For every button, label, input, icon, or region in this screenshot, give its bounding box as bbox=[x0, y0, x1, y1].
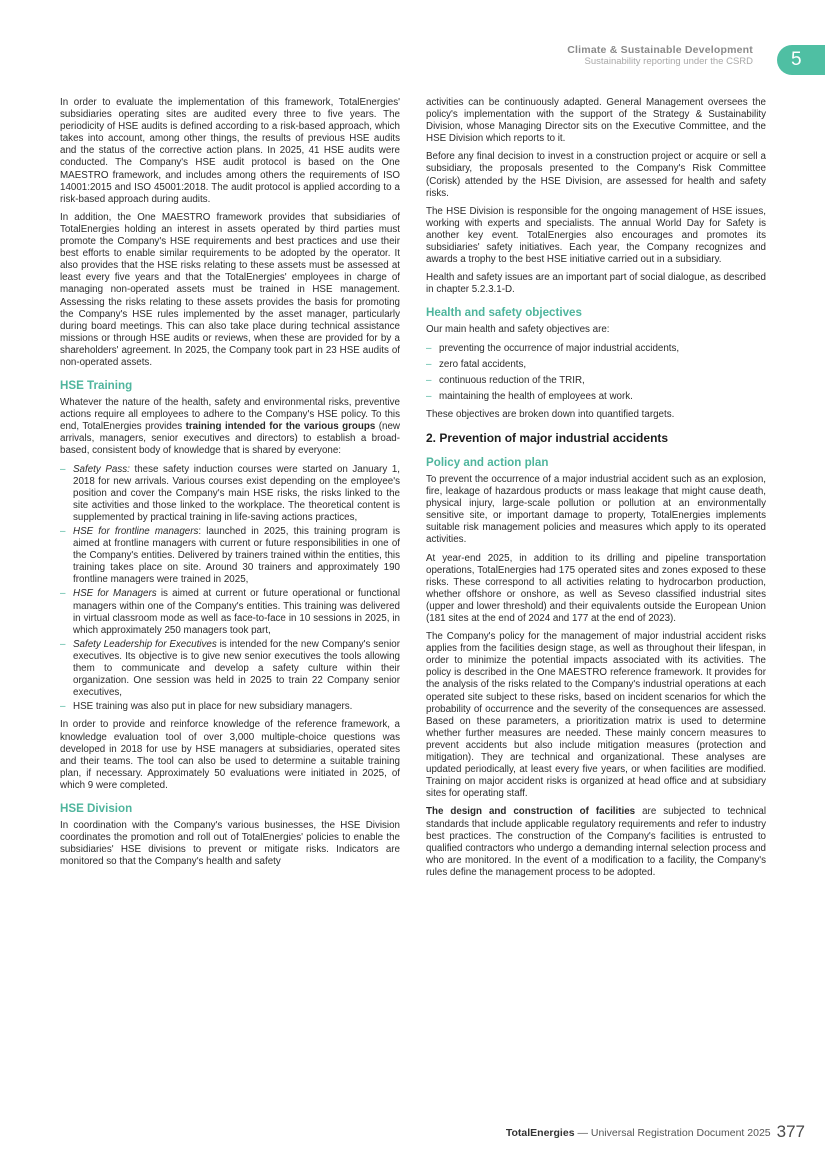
list-item: – zero fatal accidents, bbox=[426, 359, 766, 371]
objectives-list bbox=[426, 343, 766, 403]
footer-document: — Universal Registration Document 2025 bbox=[574, 1127, 771, 1139]
list-item: – preventing the occurrence of major industrial accidents, bbox=[426, 343, 766, 355]
paragraph: The HSE Division is responsible for the ongoing management of HSE issues, working with experts and specialists. The annual World Day for Safety is another key event. TotalEnergies also encourages and promotes its subsidiaries' safety initiatives. Each year, the Company recognizes and awards a trophy to the best HSE initiative carried out in a subsidiary. bbox=[426, 205, 766, 266]
header-subtitle: Sustainability reporting under the CSRD bbox=[584, 56, 753, 67]
left-column bbox=[60, 97, 400, 874]
list-item: – HSE for frontline managers: launched in 2025, this training program is aimed at frontline managers with current or future responsibilities in one of the Company's entities. Delivered by trainers trained within the entities, this training takes place on site. Around 30 trainers and approximately 190 frontline managers were trained in 2025, bbox=[60, 526, 400, 586]
training-list bbox=[60, 464, 400, 714]
paragraph: In order to provide and reinforce knowledge of the reference framework, a knowledge evaluation tool of over 3,000 multiple-choice questions was developed in 2018 for use by HSE managers at subsidiaries, operated sites and their teams. The tool can also be used to determine a suitable training plan, if necessary. Approximately 50 evaluations were initiated in 2025, of which 9 were completed. bbox=[60, 719, 400, 791]
hse-division-heading: HSE Division bbox=[60, 801, 133, 815]
bold-text: training intended for the various groups bbox=[185, 421, 376, 433]
paragraph: In coordination with the Company's various businesses, the HSE Division coordinates the promotion and roll out of TotalEnergies' policies to enable the subsidiaries' HSE divisions to prevent or mitigate risks. Indicators are monitored so that the Company's health and safety bbox=[60, 819, 400, 868]
running-header bbox=[567, 44, 753, 68]
page-number: 377 bbox=[776, 1122, 805, 1141]
paragraph: To prevent the occurrence of a major industrial accident such as an explosion, fire, leakage of hazardous products or mass leakage that might cause death, physical injury, large-scale pollution or pollution at an environmentally sensitive site, or important damage to property, TotalEnergies implements suitable risk management policies and measures which apply to its operated activities. bbox=[426, 473, 766, 546]
paragraph: The design and construction of facilities are subjected to technical standards that include applicable regulatory requirements and refer to industry best practices. The construction of the Company's facilities is entrusted to qualified contractors who undergo a demanding internal selection process and who are monitored. In the event of a modification to a facility, the Company's rules define the management process to be adopted. bbox=[426, 806, 767, 878]
paragraph: In order to evaluate the implementation of this framework, TotalEnergies' subsidiaries operating sites are audited every three to five years. The periodicity of HSE audits is defined according to a risk-based approach, which takes into account, among other things, the results of previous HSE audits and the status of the corrective action plans. In 2025, 41 HSE audits were conducted. The Company's HSE audit protocol is based on the One MAESTRO framework, and includes among others the requirements of ISO 14001:2015 and ISO 45001:2018. The audit protocol is applied according to a risk-based approach during audits. bbox=[60, 97, 400, 205]
footer-brand: TotalEnergies bbox=[505, 1127, 575, 1139]
list-item: – HSE for Managers is aimed at current or future operational or functional managers within one of the Company's entities. This training was delivered in virtual classroom mode as well as face-to-face in 10 sessions in 2025, in which approximately 250 managers took part, bbox=[60, 588, 400, 636]
policy-heading: Policy and action plan bbox=[426, 455, 549, 469]
list-item: – continuous reduction of the TRIR, bbox=[426, 375, 766, 387]
chapter-number-tab: 5 bbox=[777, 45, 825, 75]
section-heading: 2. Prevention of major industrial accidents bbox=[426, 430, 669, 445]
header-title: Climate & Sustainable Development bbox=[567, 44, 753, 56]
objectives-heading: Health and safety objectives bbox=[426, 306, 582, 320]
hse-training-heading: HSE Training bbox=[60, 379, 133, 393]
list-item: – Safety Leadership for Executives is intended for the new Company's senior executives. Its objective is to give new senior executives the tools allowing them to communicate and develop a safety culture within their organization. One session was held in 2025 to train 22 Company senior executives, bbox=[60, 639, 400, 699]
page-footer bbox=[405, 1121, 805, 1141]
list-item: – HSE training was also put in place for new subsidiary managers. bbox=[60, 701, 400, 713]
paragraph: In addition, the One MAESTRO framework provides that subsidiaries of TotalEnergies holding an interest in assets operated by third parties must promote the Company's HSE requirements and best practices and use their best efforts to enable similar requirements to be adopted by the operator. It also provides that the HSE risks relating to these assets must be assessed at least every five years and that the TotalEnergies' employees in charge of managing non-operated assets must be trained in HSE management. Assessing the risks relating to these assets provides the basis for promoting the Company's HSE rules implemented by the asset manager, particularly during board meetings. This can also take place during technical assistance missions or through HSE audits or reviews, when these are provided for by a shareholders' agreement. In 2025, the Company took part in 23 HSE audits of non-operated assets. bbox=[60, 211, 400, 368]
list-item: – Safety Pass: these safety induction courses were started on January 1, 2018 for new arrivals. Various courses exist depending on the employee's position and cover the Company's main HSE risks, the risks linked to the site activities and those linked to the workplace. The theoretical content is supplemented by practical training in life-saving actions practices, bbox=[60, 464, 400, 524]
paragraph: Whatever the nature of the health, safety and environmental risks, preventive actions require all employees to adhere to the Company's HSE policy. To this end, TotalEnergies provides training intended for the various groups (new arrivals, managers, senior executives and directors) to establish a broad-based, consistent body of knowledge that is shared by everyone: bbox=[60, 397, 400, 457]
paragraph: activities can be continuously adapted. General Management oversees the policy's implementation with the support of the Strategy & Sustainability Division, whose Managing Director sits on the Executive Committee, and the HSE Division which reports to it. bbox=[426, 97, 766, 145]
paragraph: Our main health and safety objectives are: bbox=[426, 324, 610, 336]
right-column bbox=[426, 97, 766, 885]
paragraph: Before any final decision to invest in a construction project or acquire or sell a subsidiary, the proposals presented to the Company's Risk Committee (Corisk) attended by the HSE Division, are assessed for health and safety risks. bbox=[426, 151, 766, 199]
list-item: – maintaining the health of employees at work. bbox=[426, 391, 766, 403]
paragraph: The Company's policy for the management of major industrial accident risks applies from the facilities design stage, as well as throughout their lifespan, in order to minimize the potential impacts associated with its activities. The policy is described in the One MAESTRO reference framework. It provides for the analysis of the risks related to the Company's industrial operations at each operated site subject to these risks, based on incident scenarios for which the probability of occurrence and the severity of the consequences are assessed. Based on these parameters, a prioritization matrix is used to determine whether further measures are needed. These mainly concern measures to prevent accidents but also include mitigation measures (protection and mitigation). They are technical and organizational. These analyses are updated periodically, at least every five years, or when facilities are modified. Training on major accident risks is organized at head office and at subsidiary sites for operating staff. bbox=[426, 631, 766, 800]
bold-text: The design and construction of facilities bbox=[426, 806, 636, 818]
paragraph: Health and safety issues are an important part of social dialogue, as described in chapter 5.2.3.1-D. bbox=[426, 272, 766, 296]
paragraph: At year-end 2025, in addition to its drilling and pipeline transportation operations, TotalEnergies had 175 operated sites and zones exposed to these risks. These correspond to all activities relating to hydrocarbon production, whether offshore or onshore, as well as Seveso classified industrial sites (upper and lower threshold) and their equivalents outside the European Union (181 sites at the end of 2024 and 177 at the end of 2023). bbox=[426, 552, 766, 624]
paragraph: These objectives are broken down into quantified targets. bbox=[426, 408, 675, 420]
